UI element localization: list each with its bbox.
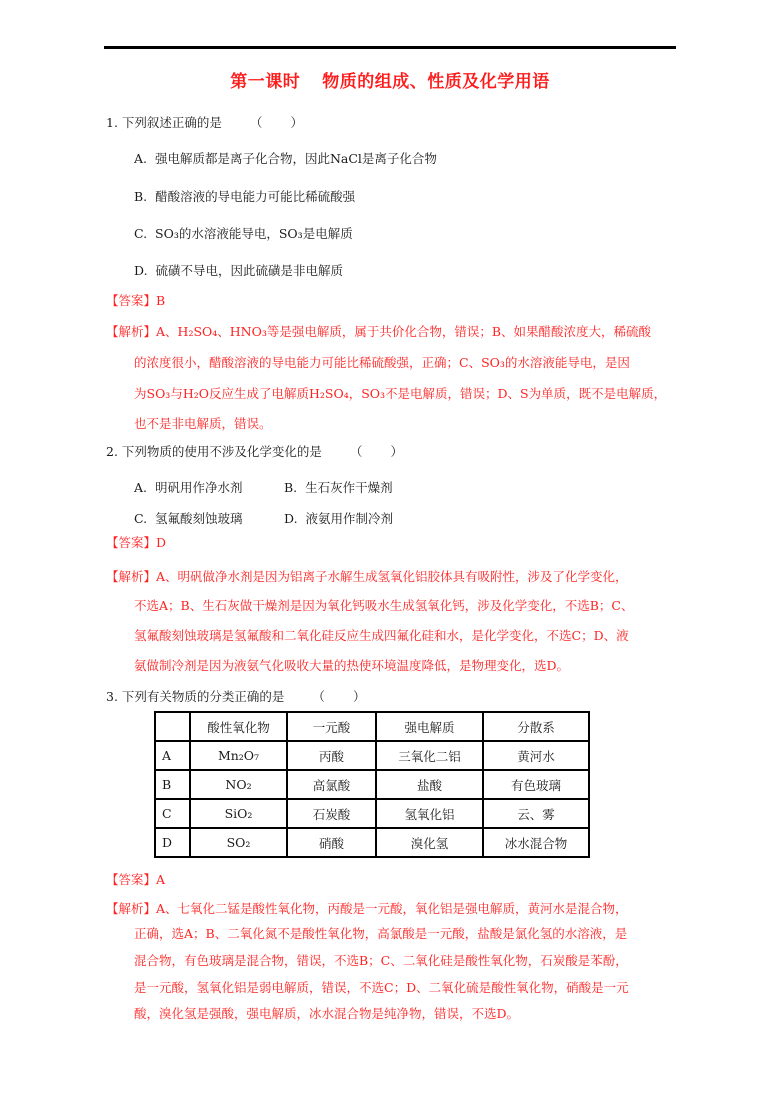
q2-option-b: B. 生石灰作干燥剂 — [284, 480, 393, 495]
table-cell: A — [155, 741, 190, 770]
table-row — [155, 799, 589, 828]
q3-answer: 【答案】A — [106, 872, 166, 887]
table-cell: 高氯酸 — [287, 770, 376, 799]
q2-analysis-line-2: 不选A；B、生石灰做干燥剂是因为氧化钙吸水生成氢氧化钙，涉及化学变化，不选B；C、 — [134, 598, 634, 613]
table-cell: 冰水混合物 — [483, 828, 589, 857]
table-cell: 溴化氢 — [376, 828, 483, 857]
table-cell: 石炭酸 — [287, 799, 376, 828]
table-header-cell: 一元酸 — [287, 712, 376, 741]
q3-analysis-line-4: 是一元酸，氢氧化铝是弱电解质，错误，不选C；D、二氧化硫是酸性氧化物，硝酸是一元 — [134, 980, 629, 995]
q2-analysis-line-1: 【解析】A、明矾做净水剂是因为铝离子水解生成氢氧化铝胶体具有吸附性，涉及了化学变化， — [106, 569, 628, 584]
table-header-cell: 强电解质 — [376, 712, 483, 741]
q2-option-c: C. 氢氟酸刻蚀玻璃 — [134, 511, 243, 526]
q2-answer: 【答案】D — [106, 535, 167, 550]
table-cell: SiO₂ — [190, 799, 287, 828]
table-cell: 黄河水 — [483, 741, 589, 770]
table-cell: SO₂ — [190, 828, 287, 857]
table-cell: NO₂ — [190, 770, 287, 799]
q1-option-a: A. 强电解质都是离子化合物，因此NaCl是离子化合物 — [134, 151, 437, 166]
q1-option-c: C. SO₃的水溶液能导电，SO₃是电解质 — [134, 226, 353, 241]
q3-analysis-line-2: 正确，选A；B、二氧化氮不是酸性氧化物，高氯酸是一元酸，盐酸是氯化氢的水溶液，是 — [134, 926, 628, 941]
q1-answer: 【答案】B — [106, 293, 166, 308]
answer-blank: （ ） — [249, 115, 303, 130]
question-2-stem: 2. 下列物质的使用不涉及化学变化的是 （ ） — [106, 444, 403, 459]
table-cell: 有色玻璃 — [483, 770, 589, 799]
question-1-stem: 1. 下列叙述正确的是 （ ） — [106, 115, 303, 130]
q1-option-b: B. 醋酸溶液的导电能力可能比稀硫酸强 — [134, 189, 356, 204]
classification-table — [154, 711, 590, 858]
q3-analysis-line-5: 酸，溴化氢是强酸，强电解质，冰水混合物是纯净物，错误，不选D。 — [134, 1006, 520, 1021]
table-row — [155, 741, 589, 770]
q1-option-d: D. 硫磺不导电，因此硫磺是非电解质 — [134, 263, 344, 278]
q1-analysis-line-1: 【解析】A、H₂SO₄、HNO₃等是强电解质，属于共价化合物，错误；B、如果醋酸浓度大，稀硫酸 — [106, 324, 652, 339]
q2-analysis-line-3: 氢氟酸刻蚀玻璃是氢氟酸和二氧化硅反应生成四氟化硅和水，是化学变化，不选C；D、液 — [134, 628, 629, 643]
q2-analysis-line-4: 氨做制冷剂是因为液氨气化吸收大量的热使环境温度降低，是物理变化，选D。 — [134, 658, 570, 673]
page-title — [0, 67, 780, 92]
lesson-number: 第一课时 — [230, 72, 301, 92]
table-row — [155, 770, 589, 799]
table-row — [155, 828, 589, 857]
q2-option-a: A. 明矾用作净水剂 — [134, 480, 243, 495]
answer-blank: （ ） — [312, 689, 366, 704]
table-header-row — [155, 712, 589, 741]
table-cell: B — [155, 770, 190, 799]
q1-analysis-line-2: 的浓度很小，醋酸溶液的导电能力可能比稀硫酸强，正确；C、SO₃的水溶液能导电，是因 — [134, 355, 630, 370]
q2-option-d: D. 液氨用作制冷剂 — [284, 511, 394, 526]
table-cell: Mn₂O₇ — [190, 741, 287, 770]
header-rule — [104, 46, 676, 49]
q3-analysis-line-1: 【解析】A、七氧化二锰是酸性氧化物，丙酸是一元酸，氧化铝是强电解质，黄河水是混合物， — [106, 901, 628, 916]
table-header-cell: 酸性氧化物 — [190, 712, 287, 741]
question-3-stem: 3. 下列有关物质的分类正确的是 （ ） — [106, 689, 366, 704]
table-cell: D — [155, 828, 190, 857]
table-cell: 硝酸 — [287, 828, 376, 857]
table-header-cell — [155, 712, 190, 741]
table-cell: 三氧化二铝 — [376, 741, 483, 770]
table-cell: 盐酸 — [376, 770, 483, 799]
q3-analysis-line-3: 混合物，有色玻璃是混合物，错误，不选B；C、二氧化硅是酸性氧化物，石炭酸是苯酚， — [134, 953, 628, 968]
answer-blank: （ ） — [349, 444, 403, 459]
table-header-cell: 分散系 — [483, 712, 589, 741]
q1-analysis-line-3: 为SO₃与H₂O反应生成了电解质H₂SO₄，SO₃不是电解质，错误；D、S为单质，既不是电解质， — [134, 386, 667, 401]
table-cell: C — [155, 799, 190, 828]
q1-analysis-line-4: 也不是非电解质，错误。 — [134, 416, 272, 431]
table-cell: 氢氧化铝 — [376, 799, 483, 828]
table-cell: 云、雾 — [483, 799, 589, 828]
table-cell: 丙酸 — [287, 741, 376, 770]
lesson-topic: 物质的组成、性质及化学用语 — [322, 72, 550, 92]
